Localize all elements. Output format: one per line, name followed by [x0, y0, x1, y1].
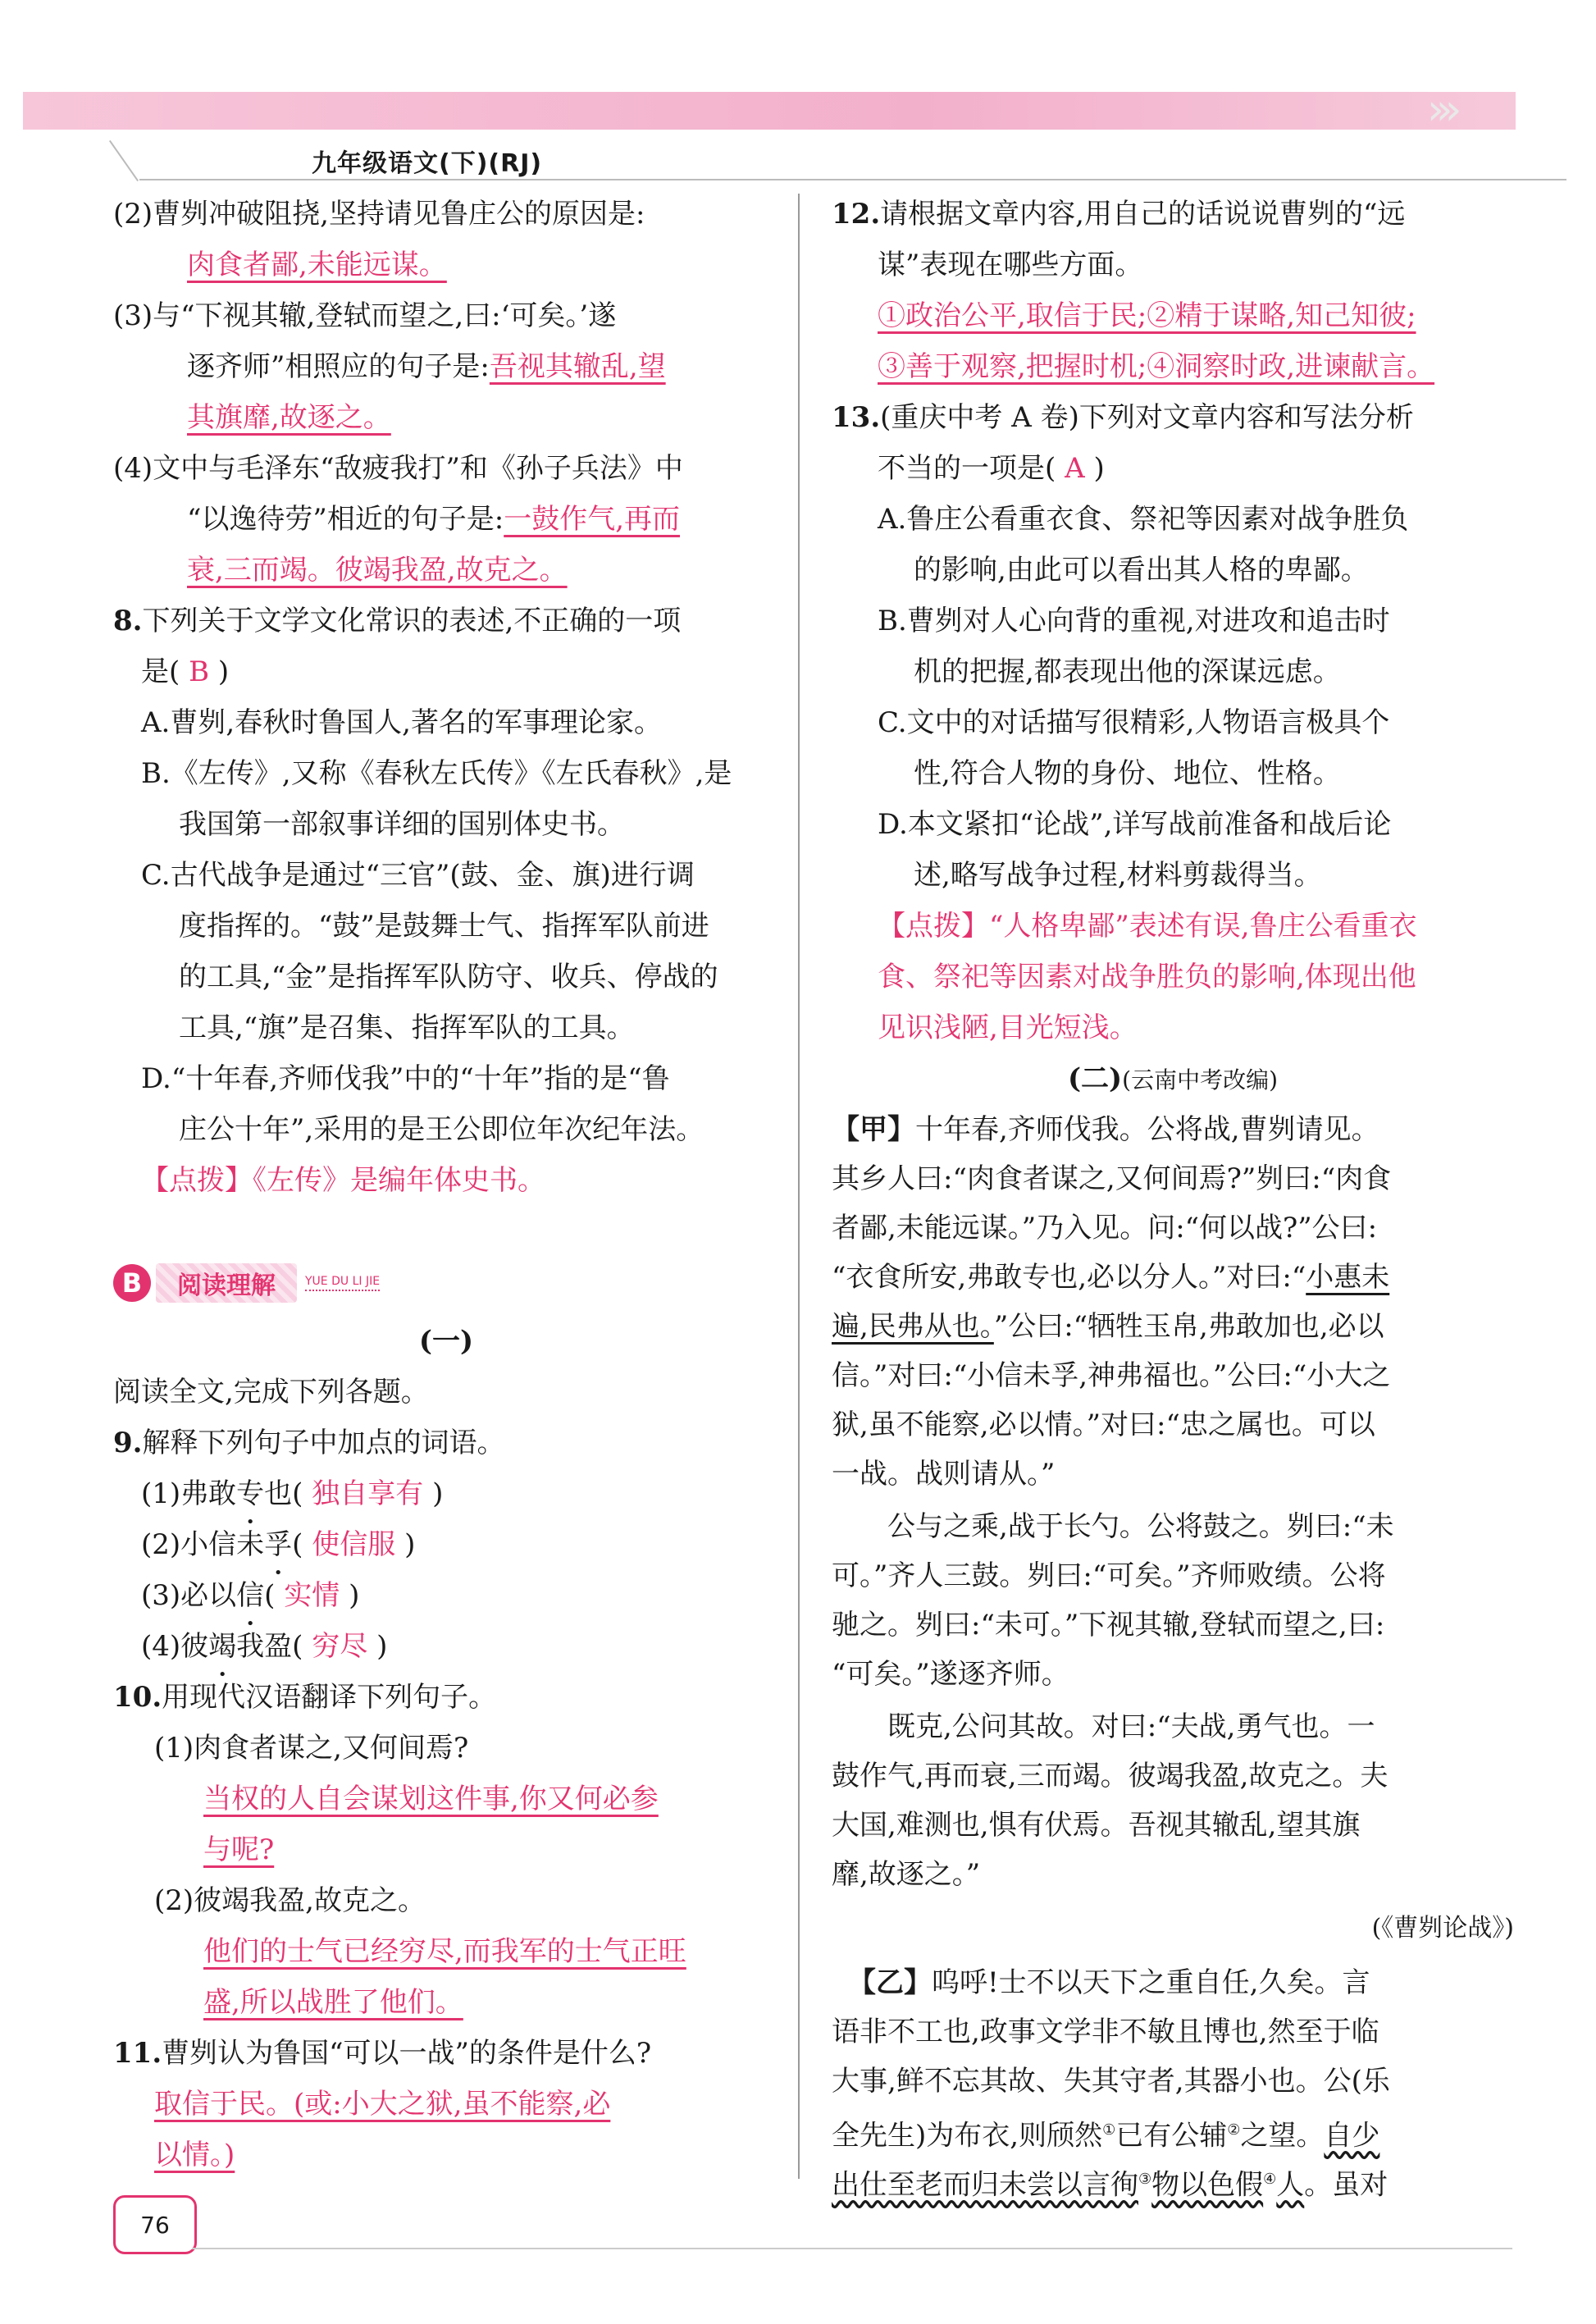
section-letter-badge: B	[113, 1264, 151, 1302]
header-band	[23, 92, 1516, 130]
passage-jia-line8: 一战。战则请从。”	[832, 1458, 1056, 1491]
q8-option-b-line1: B.《左传》,又称《春秋左氏传》《左氏春秋》,是	[141, 757, 732, 790]
passage-jia-line7: 狱,虽不能察,必以情。”对曰:“忠之属也。可以	[832, 1409, 1375, 1441]
q7-4-answer-line2: 衰,三而竭。彼竭我盈,故克之。	[187, 554, 568, 587]
passage-jia-p2-line3: 驰之。刿曰:“未可。”下视其辙,登轼而望之,曰:	[832, 1609, 1385, 1641]
q13-answer: A	[1065, 452, 1085, 485]
q13-tip-line2: 食、祭祀等因素对战争胜负的影响,体现出他	[878, 961, 1416, 993]
header-slant-line	[109, 140, 139, 181]
passage-jia-p3-line3: 大国,难测也,惧有伏焉。吾视其辙乱,望其旗	[832, 1809, 1361, 1842]
q8-option-c-line4: 工具,“旗”是召集、指挥军队的工具。	[179, 1011, 635, 1044]
q10-answer-1-line1: 当权的人自会谋划这件事,你又何必参	[203, 1783, 659, 1815]
q10-stem: 10.用现代汉语翻译下列句子。	[113, 1681, 497, 1714]
q13-stem-line2: 不当的一项是( A )	[878, 452, 1105, 485]
q9-answer-2: 使信服	[312, 1528, 396, 1561]
q9-item-1: (1)弗敢专也( 独自享有 )	[141, 1477, 444, 1510]
q13-option-a-line1: A.鲁庄公看重衣食、祭祀等因素对战争胜负	[878, 503, 1409, 536]
q7-3-stem-line2: 逐齐师”相照应的句子是:吾视其辙乱,望	[187, 350, 666, 383]
chevron-right-icon: ›››	[1427, 85, 1454, 135]
section-sublabel: YUE DU LI JIE	[305, 1275, 380, 1291]
passage-yi-line2: 语非不工也,政事文学非不敏且博也,然至于临	[832, 2016, 1379, 2048]
q9-answer-4: 穷尽	[312, 1630, 368, 1663]
q13-tip-line1: 【点拨】“人格卑鄙”表述有误,鲁庄公看重衣	[878, 910, 1417, 943]
passage-jia-p2-line1: 公与之乘,战于长勺。公将鼓之。刿曰:“未	[887, 1510, 1394, 1543]
q13-option-b-line2: 机的把握,都表现出他的深谋远虑。	[914, 655, 1341, 688]
q13-option-d-line1: D.本文紧扣“论战”,详写战前准备和战后论	[878, 808, 1392, 841]
q10-answer-2-line1: 他们的士气已经穷尽,而我军的士气正旺	[203, 1935, 686, 1968]
passage-yi-line3: 大事,鲜不忘其故、失其守者,其器小也。公(乐	[832, 2065, 1390, 2098]
passage-yi-line1: 【乙】呜呼!士不以天下之重自任,久矣。言	[848, 1966, 1370, 1999]
q13-stem-line1: 13.(重庆中考 A 卷)下列对文章内容和写法分析	[832, 401, 1414, 434]
q9-item-3: (3)必以信( 实情 )	[141, 1579, 360, 1612]
q7-3-stem-line1: (3)与“下视其辙,登轼而望之,曰:‘可矣。’遂	[113, 299, 617, 332]
passage-jia-p2-line4: “可矣。”遂逐齐师。	[832, 1658, 1069, 1691]
q7-3-answer-line2: 其旗靡,故逐之。	[187, 401, 391, 434]
q12-stem-line1: 12.请根据文章内容,用自己的话说说曹刿的“远	[832, 198, 1406, 231]
q8-option-c-line3: 的工具,“金”是指挥军队防守、收兵、停战的	[179, 961, 718, 993]
passage-yi-line4: 全先生)为布衣,则颀然①已有公辅②之望。自少	[832, 2119, 1380, 2153]
q7-4-stem-line2: “以逸待劳”相近的句子是:一鼓作气,再而	[187, 503, 681, 536]
passage-jia-source: (《曹刿论战》)	[1371, 1914, 1514, 1943]
q10-answer-2-line2: 盛,所以战胜了他们。	[203, 1986, 463, 2019]
q8-option-d-line2: 庄公十年”,采用的是王公即位年次纪年法。	[179, 1113, 705, 1146]
q8-answer: B	[189, 655, 210, 688]
q9-stem: 9.解释下列句子中加点的词语。	[113, 1427, 505, 1459]
q13-option-c-line2: 性,符合人物的身份、地位、性格。	[914, 757, 1341, 790]
q9-answer-3: 实情	[284, 1579, 340, 1612]
q8-option-d-line1: D.“十年春,齐师伐我”中的“十年”指的是“鲁	[141, 1062, 670, 1095]
q8-tip: 【点拨】《左传》是编年体史书。	[141, 1164, 545, 1197]
q7-2-stem: (2)曹刿冲破阻挠,坚持请见鲁庄公的原因是:	[113, 198, 645, 231]
q9-answer-1: 独自享有	[312, 1477, 424, 1510]
q12-stem-line2: 谋”表现在哪些方面。	[878, 249, 1143, 281]
q11-answer-line1: 取信于民。(或:小大之狱,虽不能察,必	[154, 2088, 611, 2121]
q7-2-answer: 肉食者鄙,未能远谋。	[187, 249, 447, 281]
passage-jia-line4: “衣食所安,弗敢专也,必以分人。”对曰:“小惠未	[832, 1261, 1390, 1294]
footer-rule	[192, 2248, 1512, 2249]
q7-4-stem-line1: (4)文中与毛泽东“敌疲我打”和《孙子兵法》中	[113, 452, 683, 485]
page-title: 九年级语文(下)(RJ)	[312, 149, 543, 178]
section-label: 阅读理解	[156, 1263, 297, 1303]
q7-3-answer-line1: 吾视其辙乱,望	[489, 350, 666, 383]
passage-jia-line2: 其乡人曰:“肉食者谋之,又何间焉?”刿曰:“肉食	[832, 1162, 1392, 1195]
q8-option-a: A.曹刿,春秋时鲁国人,著名的军事理论家。	[141, 706, 662, 739]
q13-option-b-line1: B.曹刿对人心向背的重视,对进攻和追击时	[878, 605, 1390, 637]
q11-answer-line2: 以情。)	[154, 2139, 235, 2171]
q12-answer-line2: ③善于观察,把握时机;④洞察时政,进谏献言。	[878, 350, 1435, 383]
passage-jia-line1: 【甲】十年春,齐师伐我。公将战,曹刿请见。	[832, 1113, 1379, 1146]
q7-4-answer-line1: 一鼓作气,再而	[504, 503, 681, 536]
q12-answer-line1: ①政治公平,取信于民;②精于谋略,知己知彼;	[878, 299, 1416, 332]
q13-option-a-line2: 的影响,由此可以看出其人格的卑鄙。	[914, 554, 1369, 587]
q8-option-b-line2: 我国第一部叙事详细的国别体史书。	[179, 808, 625, 841]
part2-title: (二)(云南中考改编)	[1067, 1062, 1279, 1095]
q13-option-d-line2: 述,略写战争过程,材料剪裁得当。	[914, 859, 1322, 892]
q10-sentence-1: (1)肉食者谋之,又何间焉?	[154, 1732, 469, 1765]
passage-jia-p3-line1: 既克,公问其故。对曰:“夫战,勇气也。一	[887, 1710, 1375, 1743]
q8-option-c-line2: 度指挥的。“鼓”是鼓舞士气、指挥军队前进	[179, 910, 709, 943]
part1-title: (一)	[418, 1325, 474, 1358]
q9-item-2: (2)小信未孚( 使信服 )	[141, 1528, 416, 1561]
passage-jia-line5: 遍,民弗从也。”公曰:“牺牲玉帛,弗敢加也,必以	[832, 1310, 1384, 1343]
passage-jia-line3: 者鄙,未能远谋。”乃入见。问:“何以战?”公曰:	[832, 1212, 1378, 1244]
section-reading-heading	[113, 1263, 380, 1303]
passage-jia-p3-line2: 鼓作气,再而衰,三而竭。彼竭我盈,故克之。夫	[832, 1760, 1389, 1792]
passage-jia-p3-line4: 靡,故逐之。”	[832, 1858, 981, 1891]
passage-jia-line6: 信。”对曰:“小信未孚,神弗福也。”公曰:“小大之	[832, 1359, 1391, 1392]
q13-option-c-line1: C.文中的对话描写很精彩,人物语言极具个	[878, 706, 1390, 739]
passage-jia-p2-line2: 可。”齐人三鼓。刿曰:“可矣。”齐师败绩。公将	[832, 1559, 1386, 1592]
part1-intro: 阅读全文,完成下列各题。	[113, 1376, 429, 1409]
page-number: 76	[113, 2195, 197, 2254]
q8-option-c-line1: C.古代战争是通过“三官”(鼓、金、旗)进行调	[141, 859, 695, 892]
q8-stem-line1: 8.下列关于文学文化常识的表述,不正确的一项	[113, 605, 682, 637]
passage-yi-line5: 出仕至老而归未尝以言徇③物以色假④人。虽对	[832, 2168, 1389, 2202]
column-divider	[798, 194, 800, 2179]
q10-sentence-2: (2)彼竭我盈,故克之。	[154, 1884, 426, 1917]
q11-stem: 11.曹刿认为鲁国“可以一战”的条件是什么?	[113, 2037, 652, 2070]
q13-tip-line3: 见识浅陋,目光短浅。	[878, 1011, 1138, 1044]
q10-answer-1-line2: 与呢?	[203, 1833, 275, 1866]
q8-stem-line2: 是( B )	[141, 655, 230, 688]
q9-item-4: (4)彼竭我盈( 穷尽 )	[141, 1630, 388, 1663]
header-rule	[139, 179, 1566, 180]
